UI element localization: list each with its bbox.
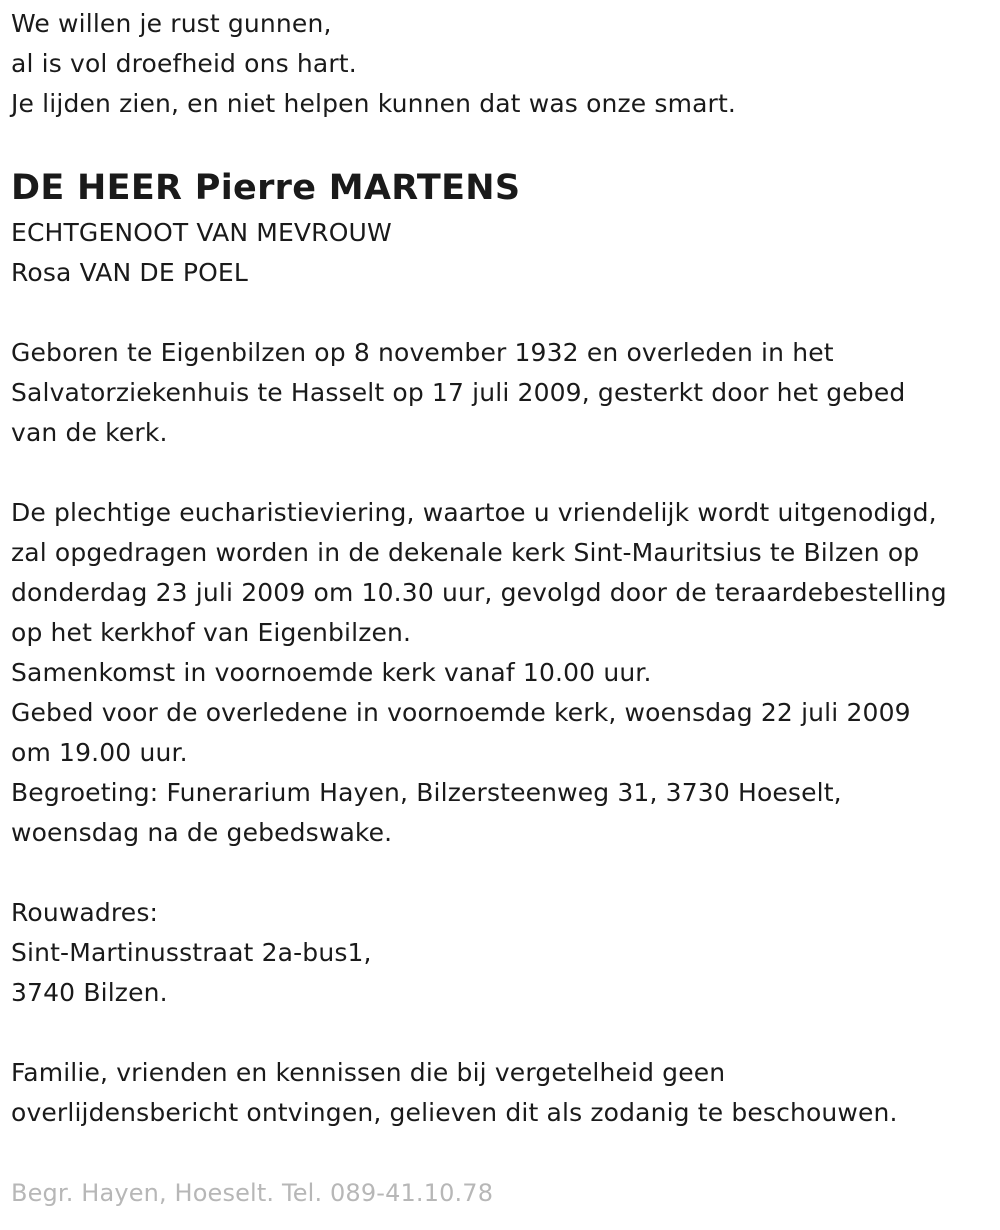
spouse-name: Rosa VAN DE POEL (11, 258, 248, 287)
notice-paragraph (11, 1053, 996, 1133)
paragraph-line: Begroeting: Funerarium Hayen, Bilzersteenweg 31, 3730 Hoeselt, (11, 778, 842, 807)
poem (11, 4, 996, 124)
spacer (11, 1133, 996, 1173)
spacer (11, 293, 996, 333)
paragraph-line: De plechtige eucharistieviering, waartoe u vriendelijk wordt uitgenodigd, (11, 498, 937, 527)
birth-death-paragraph (11, 333, 996, 453)
poem-line: Je lijden zien, en niet helpen kunnen dat was onze smart. (11, 89, 737, 118)
address-label: Rouwadres: (11, 898, 159, 927)
paragraph-line: van de kerk. (11, 418, 168, 447)
paragraph-line: overlijdensbericht ontvingen, gelieven dit als zodanig te beschouwen. (11, 1098, 898, 1127)
spacer (11, 1013, 996, 1053)
funeral-home-footer: Begr. Hayen, Hoeselt. Tel. 089-41.10.78 (11, 1179, 494, 1207)
paragraph-line: donderdag 23 juli 2009 om 10.30 uur, gevolgd door de teraardebestelling (11, 578, 947, 607)
mourning-address (11, 893, 996, 1013)
paragraph-line: op het kerkhof van Eigenbilzen. (11, 618, 412, 647)
paragraph-line: Geboren te Eigenbilzen op 8 november 1932 en overleden in het (11, 338, 834, 367)
paragraph-line: Samenkomst in voornoemde kerk vanaf 10.00 uur. (11, 658, 652, 687)
obituary-document (11, 4, 996, 1213)
address-street: Sint-Martinusstraat 2a-bus1, (11, 938, 372, 967)
ceremony-paragraph (11, 493, 996, 853)
deceased-name: DE HEER Pierre MARTENS (11, 168, 521, 208)
address-city: 3740 Bilzen. (11, 978, 168, 1007)
spacer (11, 453, 996, 493)
paragraph-line: Familie, vrienden en kennissen die bij vergetelheid geen (11, 1058, 726, 1087)
relation-text: ECHTGENOOT VAN MEVROUW (11, 218, 392, 247)
paragraph-line: Salvatorziekenhuis te Hasselt op 17 juli 2009, gesterkt door het gebed (11, 378, 906, 407)
paragraph-line: zal opgedragen worden in de dekenale kerk Sint-Mauritsius te Bilzen op (11, 538, 920, 567)
paragraph-line: Gebed voor de overledene in voornoemde kerk, woensdag 22 juli 2009 (11, 698, 911, 727)
deceased-block (11, 165, 996, 293)
poem-line: We willen je rust gunnen, (11, 9, 332, 38)
paragraph-line: woensdag na de gebedswake. (11, 818, 393, 847)
paragraph-line: om 19.00 uur. (11, 738, 188, 767)
poem-line: al is vol droefheid ons hart. (11, 49, 357, 78)
spacer (11, 853, 996, 893)
